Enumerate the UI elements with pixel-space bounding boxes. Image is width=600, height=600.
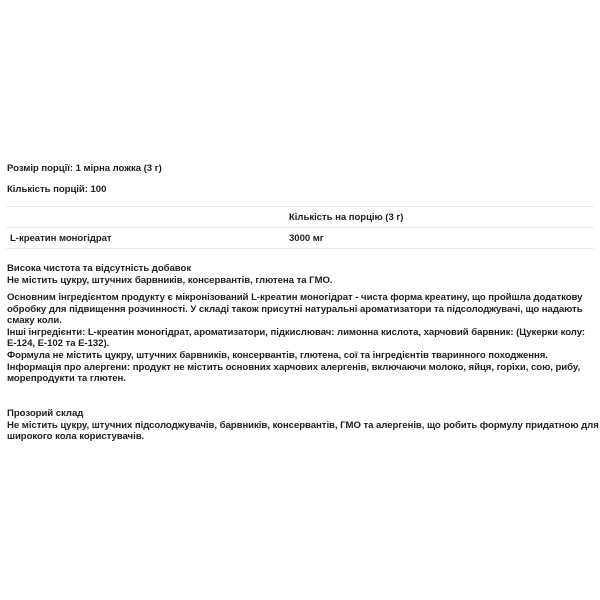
ingredient-amount: 3000 мг bbox=[289, 228, 594, 249]
ingredient-name: L-креатин моногідрат bbox=[6, 228, 289, 249]
transparent-composition-section bbox=[7, 408, 599, 443]
servings-count: Кількість порцій: 100 bbox=[7, 184, 107, 195]
transparent-line: широкого кола користувачів. bbox=[7, 431, 145, 443]
description-line: обробку для підвищення розчинності. У складі також присутні натуральні ароматизатори та підсолоджувачі, що надають bbox=[7, 303, 583, 315]
description-line: смаку коли. bbox=[7, 315, 62, 327]
serving-size: Розмір порції: 1 мірна ложка (3 г) bbox=[7, 163, 162, 174]
allergen-info-line: морепродукти та глютен. bbox=[7, 373, 126, 385]
description-section bbox=[7, 292, 595, 385]
table-header-cell-amount: Кількість на порцію (3 г) bbox=[289, 207, 594, 228]
purity-title: Висока чистота та відсутність добавок bbox=[7, 263, 192, 274]
formula-free-from-line: Формула не містить цукру, штучних барвників, консервантів, глютена, сої та інгредієнтів тваринного походження. bbox=[7, 349, 548, 361]
purity-section bbox=[7, 263, 595, 286]
other-ingredients-line: Інші інгредієнти: L-креатин моногідрат, ароматизатори, підкислювач: лимонна кислота, харчовий барвник: (Цукерки колу: bbox=[7, 326, 586, 338]
description-line: Основним інгредієнтом продукту є мікронізований L-креатин моногідрат - чиста форма креатину, що пройшла додаткову bbox=[7, 292, 583, 303]
allergen-info-line: Інформація про алергени: продукт не містить основних харчових алергенів, включаючи молоко, яйця, горіхи, сою, рибу, bbox=[7, 361, 581, 373]
transparent-title: Прозорий склад bbox=[7, 408, 84, 419]
table-header-cell bbox=[6, 207, 289, 228]
transparent-line: Не містить цукру, штучних підсолоджувачів, барвників, консервантів, ГМО та алергенів, що робить формулу придатною для bbox=[7, 419, 599, 431]
other-ingredients-line: E-124, E-102 та E-132). bbox=[7, 338, 110, 350]
supplement-facts-table bbox=[6, 206, 594, 249]
table-row bbox=[6, 228, 594, 249]
table-header-row bbox=[6, 207, 594, 228]
purity-text: Не містить цукру, штучних барвників, консервантів, глютена та ГМО. bbox=[7, 274, 333, 286]
